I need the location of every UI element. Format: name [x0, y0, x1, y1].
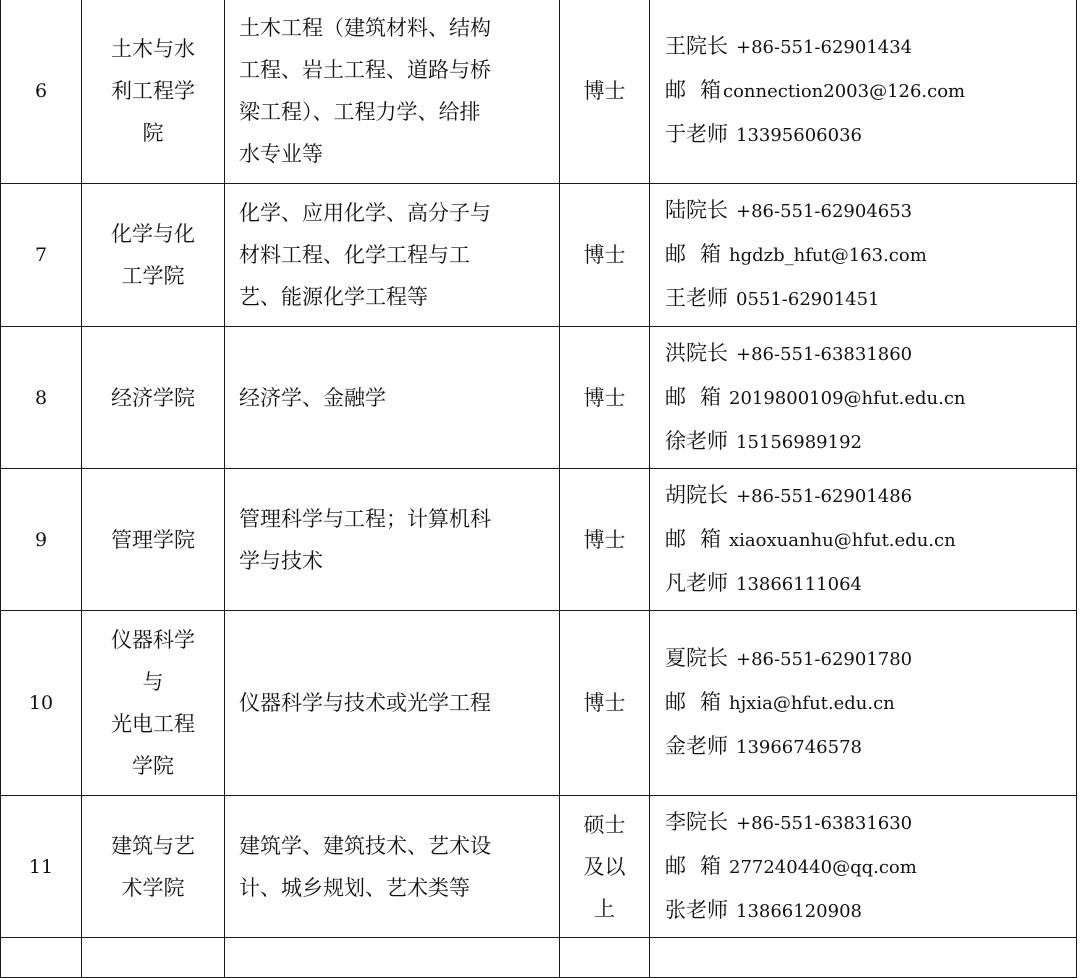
contact — [650, 0, 1077, 184]
table-row — [1, 327, 1077, 469]
degree: 博士 — [560, 611, 650, 796]
table-row — [1, 611, 1077, 796]
table-row — [1, 469, 1077, 611]
teacher-phone: 13966746578 — [736, 737, 862, 758]
college-name: 管理学院 — [82, 469, 225, 611]
majors: 管理科学与工程；计算机科 学与技术 — [225, 469, 560, 611]
email-line: 邮 箱 xiaoxuanhu@hfut.edu.cn — [665, 526, 956, 551]
dean-phone: +86-551-62901434 — [736, 37, 913, 58]
email-line: 邮 箱 2019800109@hfut.edu.cn — [665, 384, 966, 409]
teacher-phone: 13395606036 — [736, 125, 862, 146]
dean-phone: +86-551-62901486 — [736, 485, 913, 507]
table-row — [1, 0, 1077, 184]
degree: 博士 — [560, 327, 650, 469]
contact — [650, 469, 1077, 611]
dean-line: 夏院长 +86-551-62901780 — [665, 646, 913, 670]
majors: 化学、应用化学、高分子与 材料工程、化学工程与工 艺、能源化学工程等 — [225, 184, 560, 327]
email-link[interactable]: hgdzb_hfut@163.com — [729, 245, 927, 266]
college-name: 土木与水 利工程学 院 — [82, 0, 225, 184]
email-line: 邮 箱 connection2003@126.com — [665, 78, 966, 102]
degree: 博士 — [560, 469, 650, 611]
teacher-line: 金老师 13966746578 — [665, 734, 862, 758]
college-name: 化学与化 工学院 — [82, 184, 225, 327]
teacher-line: 王老师 0551-62901451 — [665, 286, 880, 310]
college-name: 经济学院 — [82, 327, 225, 469]
dean-line: 陆院长 +86-551-62904653 — [665, 198, 913, 222]
college-name: 建筑与艺 术学院 — [82, 796, 225, 938]
dean-phone: +86-551-62904653 — [736, 201, 913, 222]
majors: 建筑学、建筑技术、艺术设 计、城乡规划、艺术类等 — [225, 796, 560, 938]
table-row — [1, 184, 1077, 327]
dean-line: 洪院长 +86-551-63831860 — [665, 340, 913, 365]
contact — [650, 796, 1077, 938]
teacher-phone: 0551-62901451 — [736, 289, 880, 310]
email-link[interactable]: hjxia@hfut.edu.cn — [729, 693, 895, 714]
email-link[interactable]: 2019800109@hfut.edu.cn — [729, 387, 966, 409]
majors: 土木工程（建筑材料、结构 工程、岩土工程、道路与桥 梁工程）、工程力学、给排 水专业等 — [225, 0, 560, 184]
email-link[interactable]: connection2003@126.com — [723, 81, 966, 102]
majors: 仪器科学与技术或光学工程 — [225, 611, 560, 796]
dean-phone: +86-551-63831630 — [736, 812, 913, 834]
dean-phone: +86-551-63831860 — [736, 343, 913, 365]
email-line: 邮 箱 hgdzb_hfut@163.com — [665, 242, 927, 266]
contact — [650, 184, 1077, 327]
row-number: 7 — [1, 184, 82, 327]
row-number: 6 — [1, 0, 82, 184]
teacher-phone: 13866120908 — [736, 900, 862, 922]
teacher-line: 张老师 13866120908 — [665, 897, 862, 922]
teacher-line: 徐老师 15156989192 — [665, 428, 862, 453]
degree: 博士 — [560, 0, 650, 184]
row-number: 9 — [1, 469, 82, 611]
email-line: 邮 箱 hjxia@hfut.edu.cn — [665, 690, 895, 714]
contact — [650, 611, 1077, 796]
teacher-phone: 13866111064 — [736, 573, 862, 595]
teacher-line: 凡老师 13866111064 — [665, 570, 862, 595]
row-number: 11 — [1, 796, 82, 938]
row-number: 8 — [1, 327, 82, 469]
degree: 博士 — [560, 184, 650, 327]
majors: 经济学、金融学 — [225, 327, 560, 469]
email-link[interactable]: xiaoxuanhu@hfut.edu.cn — [729, 529, 956, 551]
teacher-line: 于老师 13395606036 — [665, 122, 862, 146]
dean-line: 李院长 +86-551-63831630 — [665, 809, 913, 834]
email-link[interactable]: 277240440@qq.com — [729, 856, 917, 878]
dean-line: 王院长 +86-551-62901434 — [665, 34, 913, 58]
degree: 硕士 及以 上 — [560, 796, 650, 938]
dean-line: 胡院长 +86-551-62901486 — [665, 482, 913, 507]
college-name: 仪器科学 与 光电工程 学院 — [82, 611, 225, 796]
teacher-phone: 15156989192 — [736, 431, 862, 453]
table-row — [1, 796, 1077, 938]
contact — [650, 327, 1077, 469]
dean-phone: +86-551-62901780 — [736, 649, 913, 670]
row-number: 10 — [1, 611, 82, 796]
email-line: 邮 箱 277240440@qq.com — [665, 853, 917, 878]
